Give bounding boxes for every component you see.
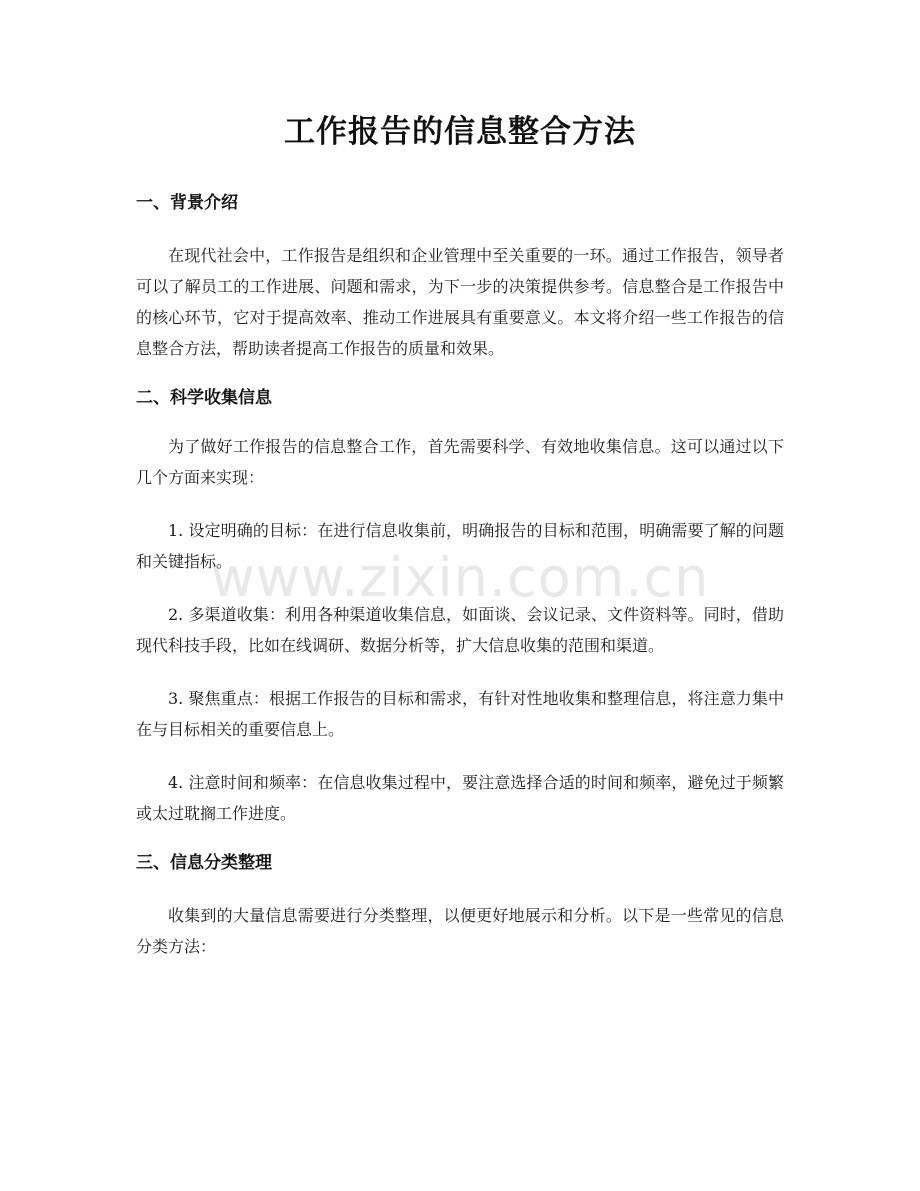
paragraph-classify-intro: 收集到的大量信息需要进行分类整理，以便更好地展示和分析。以下是一些常见的信息分类方法： [136,906,784,956]
list-item-focus: 3. 聚焦重点：根据工作报告的目标和需求，有针对性地收集和整理信息，将注意力集中在与目标相关的重要信息上。 [136,689,784,739]
document-body [136,110,784,962]
list-item-multi-channel: 2. 多渠道收集：利用各种渠道收集信息，如面谈、会议记录、文件资料等。同时，借助现代科技手段，比如在线调研、数据分析等，扩大信息收集的范围和渠道。 [136,605,784,655]
paragraph-background: 在现代社会中，工作报告是组织和企业管理中至关重要的一环。通过工作报告，领导者可以了解员工的工作进展、问题和需求，为下一步的决策提供参考。信息整合是工作报告中的核心环节，它对于提高效率、推动工作进展具有重要意义。本文将介绍一些工作报告的信息整合方法，帮助读者提高工作报告的质量和效果。 [136,246,784,358]
list-item-set-goals: 1. 设定明确的目标：在进行信息收集前，明确报告的目标和范围，明确需要了解的问题和关键指标。 [136,521,784,571]
section-heading-classify: 三、信息分类整理 [136,853,272,873]
list-item-timing: 4. 注意时间和频率：在信息收集过程中，要注意选择合适的时间和频率，避免过于频繁或太过耽搁工作进度。 [136,773,784,823]
section-heading-collect-info: 二、科学收集信息 [136,388,272,408]
watermark: www.zixin.com.cn [210,546,710,609]
section-heading-background: 一、背景介绍 [136,193,238,213]
document-title: 工作报告的信息整合方法 [284,114,636,150]
paragraph-collect-intro: 为了做好工作报告的信息整合工作，首先需要科学、有效地收集信息。这可以通过以下几个方面来实现： [136,437,784,487]
